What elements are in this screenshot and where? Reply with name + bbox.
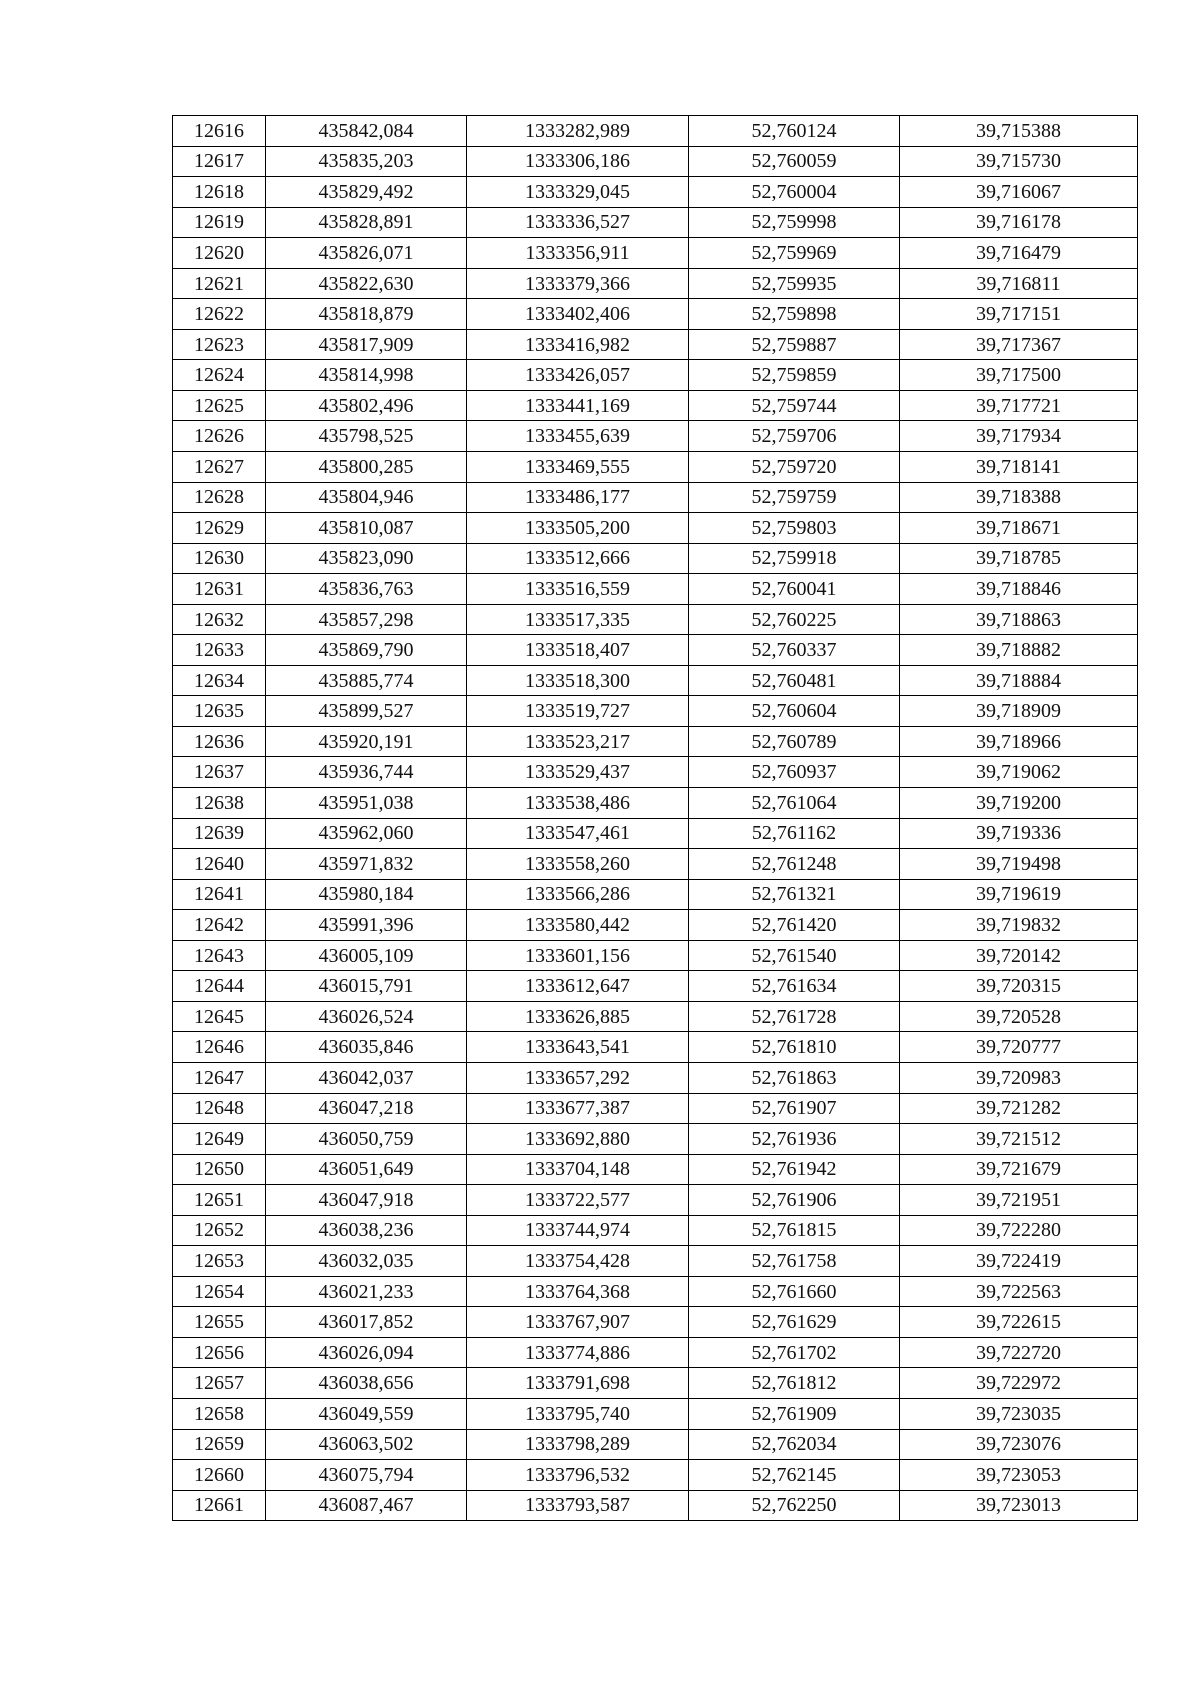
x-coordinate-cell: 435818,879 — [266, 299, 467, 330]
x-coordinate-cell: 435962,060 — [266, 818, 467, 849]
y-coordinate-cell: 1333791,698 — [467, 1368, 689, 1399]
longitude-cell: 39,721282 — [900, 1093, 1138, 1124]
x-coordinate-cell: 436015,791 — [266, 971, 467, 1002]
latitude-cell: 52,759744 — [689, 390, 900, 421]
longitude-cell: 39,718966 — [900, 726, 1138, 757]
longitude-cell: 39,715388 — [900, 116, 1138, 147]
latitude-cell: 52,760937 — [689, 757, 900, 788]
longitude-cell: 39,717151 — [900, 299, 1138, 330]
latitude-cell: 52,761629 — [689, 1307, 900, 1338]
x-coordinate-cell: 435826,071 — [266, 238, 467, 269]
table-row — [173, 1185, 1138, 1216]
table-row — [173, 971, 1138, 1002]
x-coordinate-cell: 436050,759 — [266, 1124, 467, 1155]
latitude-cell: 52,760059 — [689, 146, 900, 177]
latitude-cell: 52,761909 — [689, 1398, 900, 1429]
x-coordinate-cell: 435798,525 — [266, 421, 467, 452]
longitude-cell: 39,722563 — [900, 1276, 1138, 1307]
table-row — [173, 940, 1138, 971]
latitude-cell: 52,759918 — [689, 543, 900, 574]
y-coordinate-cell: 1333767,907 — [467, 1307, 689, 1338]
longitude-cell: 39,717500 — [900, 360, 1138, 391]
x-coordinate-cell: 435810,087 — [266, 513, 467, 544]
longitude-cell: 39,720315 — [900, 971, 1138, 1002]
table-row — [173, 1337, 1138, 1368]
latitude-cell: 52,761906 — [689, 1185, 900, 1216]
latitude-cell: 52,761540 — [689, 940, 900, 971]
x-coordinate-cell: 435971,832 — [266, 849, 467, 880]
latitude-cell: 52,759759 — [689, 482, 900, 513]
y-coordinate-cell: 1333518,300 — [467, 665, 689, 696]
latitude-cell: 52,759706 — [689, 421, 900, 452]
x-coordinate-cell: 435822,630 — [266, 268, 467, 299]
latitude-cell: 52,760225 — [689, 604, 900, 635]
point-number-cell: 12626 — [173, 421, 266, 452]
table-row — [173, 574, 1138, 605]
point-number-cell: 12616 — [173, 116, 266, 147]
table-row — [173, 1490, 1138, 1521]
point-number-cell: 12632 — [173, 604, 266, 635]
y-coordinate-cell: 1333601,156 — [467, 940, 689, 971]
point-number-cell: 12652 — [173, 1215, 266, 1246]
latitude-cell: 52,759898 — [689, 299, 900, 330]
table-row — [173, 299, 1138, 330]
latitude-cell: 52,761810 — [689, 1032, 900, 1063]
point-number-cell: 12621 — [173, 268, 266, 299]
x-coordinate-cell: 436017,852 — [266, 1307, 467, 1338]
y-coordinate-cell: 1333722,577 — [467, 1185, 689, 1216]
table-row — [173, 879, 1138, 910]
latitude-cell: 52,761863 — [689, 1062, 900, 1093]
point-number-cell: 12646 — [173, 1032, 266, 1063]
table-row — [173, 1398, 1138, 1429]
table-row — [173, 1246, 1138, 1277]
table-row — [173, 116, 1138, 147]
y-coordinate-cell: 1333744,974 — [467, 1215, 689, 1246]
table-row — [173, 329, 1138, 360]
x-coordinate-cell: 435804,946 — [266, 482, 467, 513]
table-row — [173, 696, 1138, 727]
latitude-cell: 52,761907 — [689, 1093, 900, 1124]
latitude-cell: 52,761815 — [689, 1215, 900, 1246]
longitude-cell: 39,717721 — [900, 390, 1138, 421]
point-number-cell: 12634 — [173, 665, 266, 696]
longitude-cell: 39,719832 — [900, 910, 1138, 941]
point-number-cell: 12622 — [173, 299, 266, 330]
point-number-cell: 12638 — [173, 788, 266, 819]
table-row — [173, 1062, 1138, 1093]
latitude-cell: 52,760124 — [689, 116, 900, 147]
y-coordinate-cell: 1333306,186 — [467, 146, 689, 177]
point-number-cell: 12653 — [173, 1246, 266, 1277]
point-number-cell: 12619 — [173, 207, 266, 238]
point-number-cell: 12645 — [173, 1001, 266, 1032]
point-number-cell: 12641 — [173, 879, 266, 910]
latitude-cell: 52,761660 — [689, 1276, 900, 1307]
x-coordinate-cell: 435829,492 — [266, 177, 467, 208]
longitude-cell: 39,718785 — [900, 543, 1138, 574]
point-number-cell: 12636 — [173, 726, 266, 757]
longitude-cell: 39,719498 — [900, 849, 1138, 880]
table-row — [173, 757, 1138, 788]
longitude-cell: 39,717367 — [900, 329, 1138, 360]
point-number-cell: 12647 — [173, 1062, 266, 1093]
longitude-cell: 39,722615 — [900, 1307, 1138, 1338]
y-coordinate-cell: 1333441,169 — [467, 390, 689, 421]
x-coordinate-cell: 435885,774 — [266, 665, 467, 696]
latitude-cell: 52,761942 — [689, 1154, 900, 1185]
point-number-cell: 12648 — [173, 1093, 266, 1124]
point-number-cell: 12643 — [173, 940, 266, 971]
table-row — [173, 207, 1138, 238]
longitude-cell: 39,718671 — [900, 513, 1138, 544]
latitude-cell: 52,759803 — [689, 513, 900, 544]
x-coordinate-cell: 436021,233 — [266, 1276, 467, 1307]
latitude-cell: 52,759969 — [689, 238, 900, 269]
table-row — [173, 818, 1138, 849]
latitude-cell: 52,761936 — [689, 1124, 900, 1155]
x-coordinate-cell: 435842,084 — [266, 116, 467, 147]
latitude-cell: 52,761812 — [689, 1368, 900, 1399]
longitude-cell: 39,720777 — [900, 1032, 1138, 1063]
table-row — [173, 1154, 1138, 1185]
longitude-cell: 39,718141 — [900, 452, 1138, 483]
table-row — [173, 390, 1138, 421]
longitude-cell: 39,718863 — [900, 604, 1138, 635]
y-coordinate-cell: 1333517,335 — [467, 604, 689, 635]
point-number-cell: 12617 — [173, 146, 266, 177]
longitude-cell: 39,721679 — [900, 1154, 1138, 1185]
latitude-cell: 52,760789 — [689, 726, 900, 757]
y-coordinate-cell: 1333754,428 — [467, 1246, 689, 1277]
latitude-cell: 52,761064 — [689, 788, 900, 819]
y-coordinate-cell: 1333379,366 — [467, 268, 689, 299]
table-row — [173, 788, 1138, 819]
x-coordinate-cell: 436042,037 — [266, 1062, 467, 1093]
x-coordinate-cell: 436047,218 — [266, 1093, 467, 1124]
y-coordinate-cell: 1333657,292 — [467, 1062, 689, 1093]
longitude-cell: 39,719619 — [900, 879, 1138, 910]
x-coordinate-cell: 436049,559 — [266, 1398, 467, 1429]
x-coordinate-cell: 435991,396 — [266, 910, 467, 941]
latitude-cell: 52,759859 — [689, 360, 900, 391]
point-number-cell: 12644 — [173, 971, 266, 1002]
x-coordinate-cell: 436032,035 — [266, 1246, 467, 1277]
y-coordinate-cell: 1333505,200 — [467, 513, 689, 544]
x-coordinate-cell: 436026,524 — [266, 1001, 467, 1032]
longitude-cell: 39,716067 — [900, 177, 1138, 208]
point-number-cell: 12620 — [173, 238, 266, 269]
y-coordinate-cell: 1333426,057 — [467, 360, 689, 391]
y-coordinate-cell: 1333356,911 — [467, 238, 689, 269]
point-number-cell: 12624 — [173, 360, 266, 391]
x-coordinate-cell: 436063,502 — [266, 1429, 467, 1460]
point-number-cell: 12629 — [173, 513, 266, 544]
x-coordinate-cell: 435920,191 — [266, 726, 467, 757]
point-number-cell: 12627 — [173, 452, 266, 483]
longitude-cell: 39,722972 — [900, 1368, 1138, 1399]
table-row — [173, 452, 1138, 483]
latitude-cell: 52,759887 — [689, 329, 900, 360]
point-number-cell: 12631 — [173, 574, 266, 605]
y-coordinate-cell: 1333519,727 — [467, 696, 689, 727]
longitude-cell: 39,716178 — [900, 207, 1138, 238]
table-row — [173, 604, 1138, 635]
longitude-cell: 39,722280 — [900, 1215, 1138, 1246]
y-coordinate-cell: 1333796,532 — [467, 1460, 689, 1491]
point-number-cell: 12633 — [173, 635, 266, 666]
latitude-cell: 52,761634 — [689, 971, 900, 1002]
longitude-cell: 39,715730 — [900, 146, 1138, 177]
point-number-cell: 12651 — [173, 1185, 266, 1216]
y-coordinate-cell: 1333795,740 — [467, 1398, 689, 1429]
latitude-cell: 52,761321 — [689, 879, 900, 910]
latitude-cell: 52,759720 — [689, 452, 900, 483]
coordinates-table-body — [173, 116, 1138, 1521]
y-coordinate-cell: 1333764,368 — [467, 1276, 689, 1307]
table-row — [173, 1429, 1138, 1460]
longitude-cell: 39,716811 — [900, 268, 1138, 299]
longitude-cell: 39,719336 — [900, 818, 1138, 849]
table-row — [173, 513, 1138, 544]
table-row — [173, 1001, 1138, 1032]
longitude-cell: 39,718884 — [900, 665, 1138, 696]
latitude-cell: 52,761728 — [689, 1001, 900, 1032]
y-coordinate-cell: 1333692,880 — [467, 1124, 689, 1155]
y-coordinate-cell: 1333677,387 — [467, 1093, 689, 1124]
longitude-cell: 39,722419 — [900, 1246, 1138, 1277]
y-coordinate-cell: 1333643,541 — [467, 1032, 689, 1063]
point-number-cell: 12660 — [173, 1460, 266, 1491]
latitude-cell: 52,762145 — [689, 1460, 900, 1491]
x-coordinate-cell: 435817,909 — [266, 329, 467, 360]
y-coordinate-cell: 1333580,442 — [467, 910, 689, 941]
longitude-cell: 39,718909 — [900, 696, 1138, 727]
y-coordinate-cell: 1333486,177 — [467, 482, 689, 513]
longitude-cell: 39,720142 — [900, 940, 1138, 971]
longitude-cell: 39,718388 — [900, 482, 1138, 513]
y-coordinate-cell: 1333774,886 — [467, 1337, 689, 1368]
latitude-cell: 52,761758 — [689, 1246, 900, 1277]
table-row — [173, 360, 1138, 391]
y-coordinate-cell: 1333612,647 — [467, 971, 689, 1002]
y-coordinate-cell: 1333547,461 — [467, 818, 689, 849]
latitude-cell: 52,761702 — [689, 1337, 900, 1368]
table-row — [173, 1307, 1138, 1338]
y-coordinate-cell: 1333538,486 — [467, 788, 689, 819]
table-row — [173, 482, 1138, 513]
longitude-cell: 39,720983 — [900, 1062, 1138, 1093]
table-row — [173, 1093, 1138, 1124]
table-row — [173, 177, 1138, 208]
point-number-cell: 12657 — [173, 1368, 266, 1399]
table-row — [173, 421, 1138, 452]
point-number-cell: 12642 — [173, 910, 266, 941]
y-coordinate-cell: 1333523,217 — [467, 726, 689, 757]
x-coordinate-cell: 435857,298 — [266, 604, 467, 635]
point-number-cell: 12649 — [173, 1124, 266, 1155]
point-number-cell: 12618 — [173, 177, 266, 208]
x-coordinate-cell: 435800,285 — [266, 452, 467, 483]
point-number-cell: 12635 — [173, 696, 266, 727]
longitude-cell: 39,716479 — [900, 238, 1138, 269]
y-coordinate-cell: 1333566,286 — [467, 879, 689, 910]
y-coordinate-cell: 1333516,559 — [467, 574, 689, 605]
longitude-cell: 39,718846 — [900, 574, 1138, 605]
table-row — [173, 1368, 1138, 1399]
longitude-cell: 39,719200 — [900, 788, 1138, 819]
table-row — [173, 1460, 1138, 1491]
x-coordinate-cell: 436035,846 — [266, 1032, 467, 1063]
y-coordinate-cell: 1333704,148 — [467, 1154, 689, 1185]
table-row — [173, 146, 1138, 177]
point-number-cell: 12650 — [173, 1154, 266, 1185]
x-coordinate-cell: 436075,794 — [266, 1460, 467, 1491]
point-number-cell: 12625 — [173, 390, 266, 421]
latitude-cell: 52,759998 — [689, 207, 900, 238]
y-coordinate-cell: 1333455,639 — [467, 421, 689, 452]
latitude-cell: 52,759935 — [689, 268, 900, 299]
y-coordinate-cell: 1333329,045 — [467, 177, 689, 208]
point-number-cell: 12630 — [173, 543, 266, 574]
y-coordinate-cell: 1333282,989 — [467, 116, 689, 147]
x-coordinate-cell: 435802,496 — [266, 390, 467, 421]
x-coordinate-cell: 435823,090 — [266, 543, 467, 574]
table-row — [173, 1276, 1138, 1307]
latitude-cell: 52,760604 — [689, 696, 900, 727]
point-number-cell: 12658 — [173, 1398, 266, 1429]
table-row — [173, 543, 1138, 574]
x-coordinate-cell: 436038,236 — [266, 1215, 467, 1246]
x-coordinate-cell: 435835,203 — [266, 146, 467, 177]
table-row — [173, 1032, 1138, 1063]
latitude-cell: 52,761420 — [689, 910, 900, 941]
point-number-cell: 12659 — [173, 1429, 266, 1460]
x-coordinate-cell: 435980,184 — [266, 879, 467, 910]
point-number-cell: 12640 — [173, 849, 266, 880]
x-coordinate-cell: 436047,918 — [266, 1185, 467, 1216]
y-coordinate-cell: 1333626,885 — [467, 1001, 689, 1032]
table-row — [173, 238, 1138, 269]
longitude-cell: 39,718882 — [900, 635, 1138, 666]
y-coordinate-cell: 1333336,527 — [467, 207, 689, 238]
latitude-cell: 52,762250 — [689, 1490, 900, 1521]
y-coordinate-cell: 1333529,437 — [467, 757, 689, 788]
latitude-cell: 52,761248 — [689, 849, 900, 880]
x-coordinate-cell: 436051,649 — [266, 1154, 467, 1185]
latitude-cell: 52,760041 — [689, 574, 900, 605]
x-coordinate-cell: 435828,891 — [266, 207, 467, 238]
longitude-cell: 39,717934 — [900, 421, 1138, 452]
x-coordinate-cell: 435836,763 — [266, 574, 467, 605]
point-number-cell: 12654 — [173, 1276, 266, 1307]
y-coordinate-cell: 1333512,666 — [467, 543, 689, 574]
x-coordinate-cell: 436087,467 — [266, 1490, 467, 1521]
x-coordinate-cell: 435936,744 — [266, 757, 467, 788]
longitude-cell: 39,723035 — [900, 1398, 1138, 1429]
table-row — [173, 1124, 1138, 1155]
x-coordinate-cell: 436026,094 — [266, 1337, 467, 1368]
y-coordinate-cell: 1333558,260 — [467, 849, 689, 880]
x-coordinate-cell: 435899,527 — [266, 696, 467, 727]
table-row — [173, 665, 1138, 696]
longitude-cell: 39,719062 — [900, 757, 1138, 788]
latitude-cell: 52,762034 — [689, 1429, 900, 1460]
longitude-cell: 39,723076 — [900, 1429, 1138, 1460]
y-coordinate-cell: 1333518,407 — [467, 635, 689, 666]
x-coordinate-cell: 436038,656 — [266, 1368, 467, 1399]
latitude-cell: 52,760481 — [689, 665, 900, 696]
y-coordinate-cell: 1333798,289 — [467, 1429, 689, 1460]
point-number-cell: 12656 — [173, 1337, 266, 1368]
longitude-cell: 39,721951 — [900, 1185, 1138, 1216]
longitude-cell: 39,723053 — [900, 1460, 1138, 1491]
x-coordinate-cell: 436005,109 — [266, 940, 467, 971]
point-number-cell: 12655 — [173, 1307, 266, 1338]
table-row — [173, 1215, 1138, 1246]
coordinates-table — [172, 115, 1138, 1521]
latitude-cell: 52,761162 — [689, 818, 900, 849]
x-coordinate-cell: 435869,790 — [266, 635, 467, 666]
y-coordinate-cell: 1333402,406 — [467, 299, 689, 330]
point-number-cell: 12637 — [173, 757, 266, 788]
latitude-cell: 52,760004 — [689, 177, 900, 208]
point-number-cell: 12639 — [173, 818, 266, 849]
point-number-cell: 12628 — [173, 482, 266, 513]
y-coordinate-cell: 1333793,587 — [467, 1490, 689, 1521]
longitude-cell: 39,720528 — [900, 1001, 1138, 1032]
x-coordinate-cell: 435814,998 — [266, 360, 467, 391]
table-row — [173, 849, 1138, 880]
table-row — [173, 268, 1138, 299]
y-coordinate-cell: 1333416,982 — [467, 329, 689, 360]
table-row — [173, 635, 1138, 666]
longitude-cell: 39,721512 — [900, 1124, 1138, 1155]
table-row — [173, 910, 1138, 941]
point-number-cell: 12623 — [173, 329, 266, 360]
y-coordinate-cell: 1333469,555 — [467, 452, 689, 483]
x-coordinate-cell: 435951,038 — [266, 788, 467, 819]
latitude-cell: 52,760337 — [689, 635, 900, 666]
longitude-cell: 39,723013 — [900, 1490, 1138, 1521]
point-number-cell: 12661 — [173, 1490, 266, 1521]
table-row — [173, 726, 1138, 757]
longitude-cell: 39,722720 — [900, 1337, 1138, 1368]
